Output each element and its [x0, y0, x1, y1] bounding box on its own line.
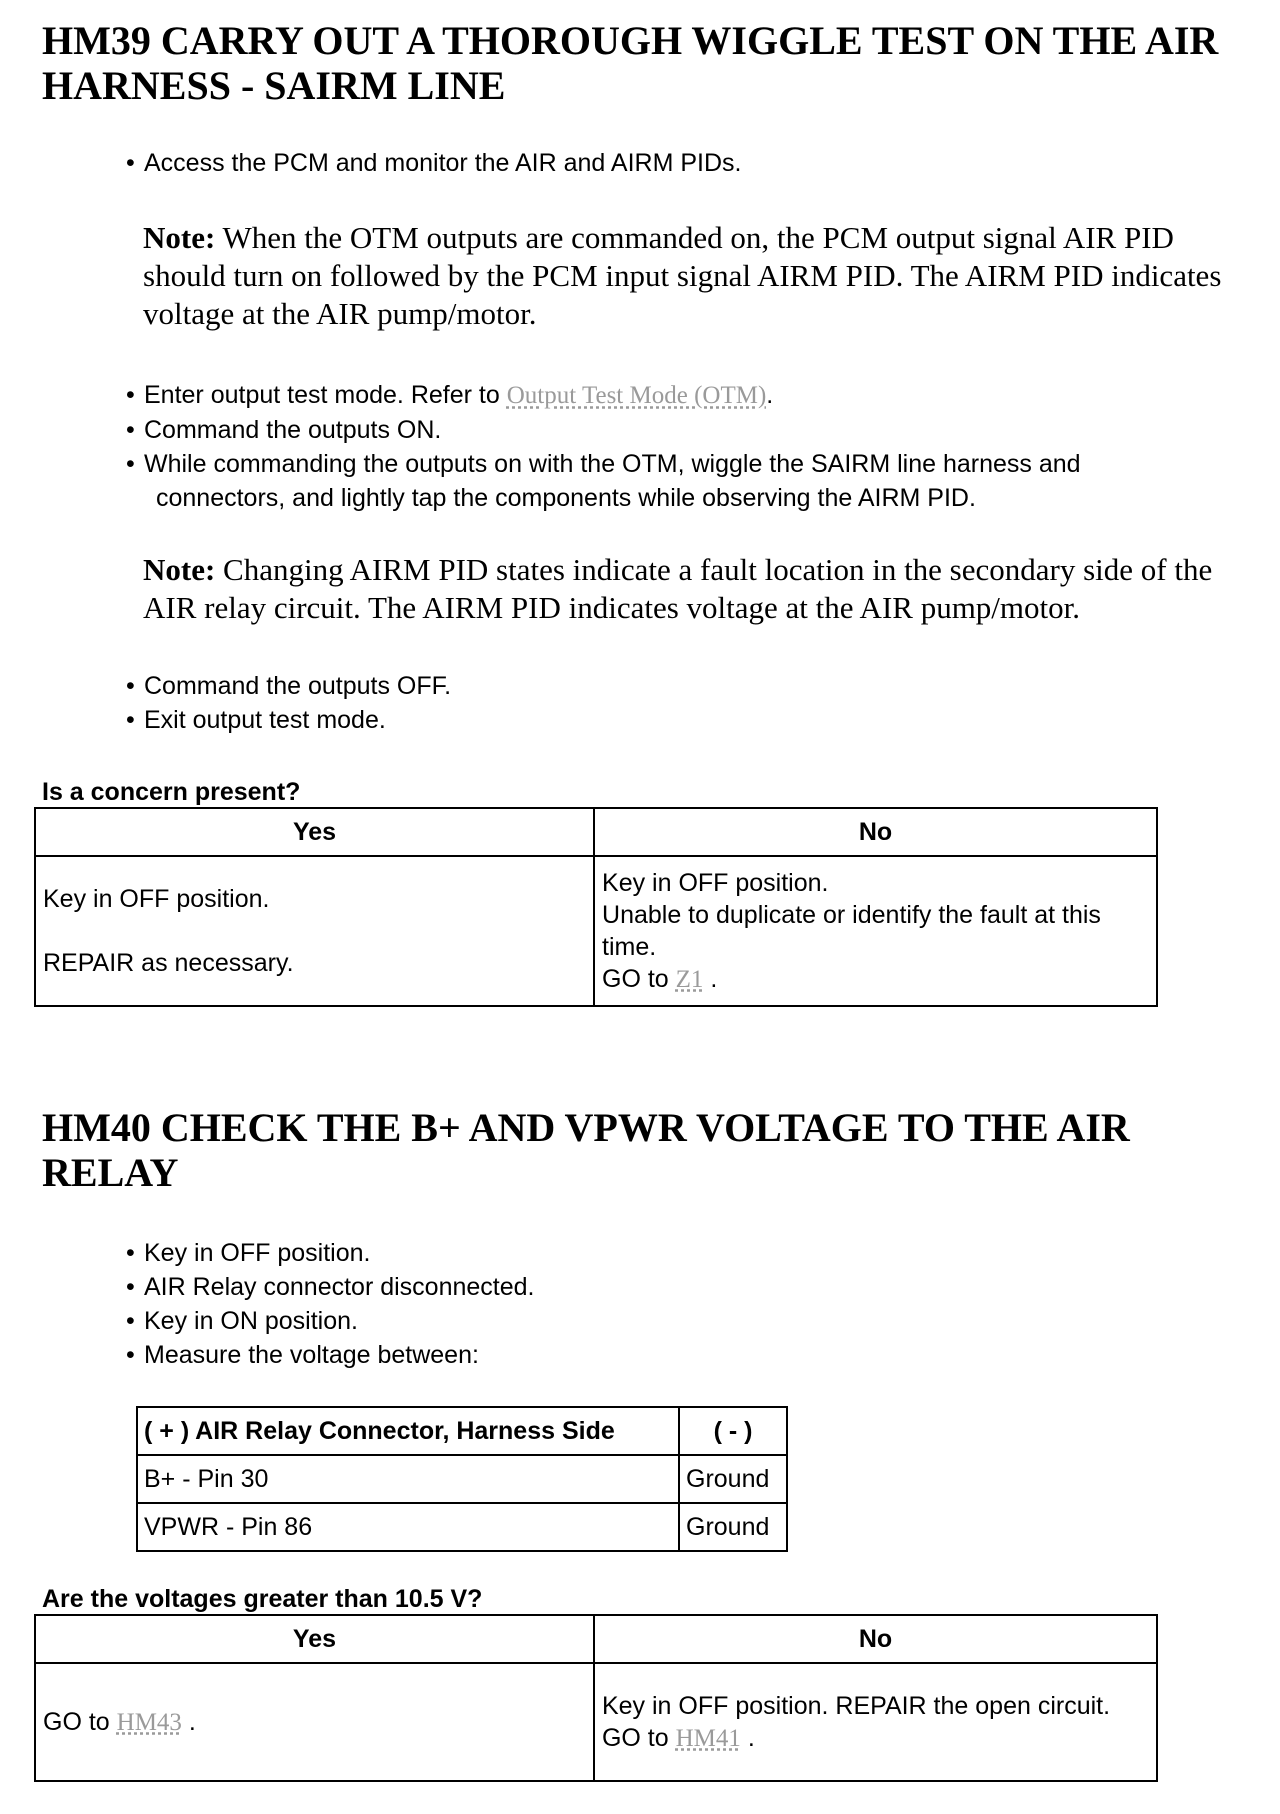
positive-lead-header: ( + ) AIR Relay Connector, Harness Side [137, 1407, 679, 1455]
bullet-icon: • [126, 672, 135, 700]
hm39-bullet-list-c [124, 669, 1204, 737]
positive-lead-cell: VPWR - Pin 86 [137, 1503, 679, 1551]
hm39-title: HM39 CARRY OUT A THOROUGH WIGGLE TEST ON THE AIR HARNESS - SAIRM LINE [42, 18, 1219, 108]
goto-prefix: GO to [602, 964, 676, 993]
hm40-result-table [34, 1614, 1158, 1782]
list-item [124, 669, 1204, 703]
yes-line-1: Key in OFF position. [43, 885, 270, 913]
bullet-text: Command the outputs OFF. [144, 672, 452, 700]
no-line-1: Key in OFF position. [602, 868, 829, 897]
hm41-link[interactable]: HM41 [675, 1724, 741, 1752]
bullet-text: While commanding the outputs on with the OTM, wiggle the SAIRM line harness and [144, 450, 1081, 478]
table-row [35, 1663, 1157, 1781]
list-item [124, 1270, 1204, 1304]
hm43-link[interactable]: HM43 [116, 1708, 182, 1736]
table-header-row [35, 808, 1157, 856]
table-header-row [137, 1407, 787, 1455]
bullet-icon: • [126, 381, 135, 409]
bullet-icon: • [126, 1239, 135, 1267]
no-cell [594, 856, 1157, 1006]
positive-lead-cell: B+ - Pin 30 [137, 1455, 679, 1503]
hm39-note-1 [143, 219, 1263, 333]
note-label: Note: [143, 552, 216, 587]
note-text: When the OTM outputs are commanded on, the PCM output signal AIR PID should turn on followed by the PCM input signal AIRM PID. The AIRM PID indicates voltage at the AIR pump/motor. [143, 220, 1222, 331]
goto-suffix: . [181, 1707, 196, 1736]
bullet-text: Access the PCM and monitor the AIR and AIRM PIDs. [144, 149, 742, 177]
no-header: No [594, 1615, 1157, 1663]
bullet-text-continued: connectors, and lightly tap the components while observing the AIRM PID. [156, 484, 976, 512]
bullet-icon: • [126, 1307, 135, 1335]
table-header-row [35, 1615, 1157, 1663]
yes-cell [35, 1663, 594, 1781]
no-line-1: Key in OFF position. REPAIR the open circuit. [601, 1691, 1111, 1720]
yes-header: Yes [35, 1615, 594, 1663]
list-item [124, 703, 1204, 737]
list-item [124, 447, 1204, 515]
hm39-question: Is a concern present? [42, 778, 301, 806]
list-item [124, 1236, 1204, 1270]
bullet-icon: • [126, 450, 135, 478]
goto-suffix: . [740, 1723, 755, 1752]
yes-header: Yes [35, 808, 594, 856]
bullet-text: Key in ON position. [144, 1307, 358, 1335]
bullet-icon: • [126, 706, 135, 734]
bullet-suffix: . [766, 381, 774, 409]
note-label: Note: [143, 220, 216, 255]
goto-prefix: GO to [601, 1723, 676, 1752]
hm40-question: Are the voltages greater than 10.5 V? [42, 1585, 483, 1613]
bullet-icon: • [126, 416, 135, 444]
bullet-icon: • [126, 1273, 135, 1301]
z1-link[interactable]: Z1 [675, 965, 704, 993]
hm39-note-2 [143, 551, 1263, 627]
bullet-text: AIR Relay connector disconnected. [144, 1273, 535, 1301]
table-row [137, 1455, 787, 1503]
no-cell [594, 1663, 1157, 1781]
yes-line-2: REPAIR as necessary. [43, 949, 294, 977]
no-header: No [594, 808, 1157, 856]
bullet-icon: • [126, 1341, 135, 1369]
list-item [124, 413, 1204, 447]
negative-lead-cell: Ground [679, 1455, 787, 1503]
list-item [124, 146, 1204, 180]
goto-prefix: GO to [43, 1707, 117, 1736]
bullet-text: Key in OFF position. [144, 1239, 371, 1267]
bullet-text: Exit output test mode. [144, 706, 386, 734]
measurement-table [136, 1406, 788, 1552]
otm-link[interactable]: Output Test Mode (OTM) [506, 382, 767, 409]
hm39-bullet-list-a [124, 146, 1204, 180]
yes-goto [43, 1706, 586, 1739]
no-goto [602, 963, 1149, 996]
table-row [35, 856, 1157, 1006]
bullet-icon: • [126, 149, 135, 177]
goto-suffix: . [703, 964, 718, 993]
bullet-text: Enter output test mode. Refer to [144, 381, 507, 409]
list-item [124, 378, 1204, 413]
hm40-bullet-list [124, 1236, 1204, 1372]
negative-lead-cell: Ground [679, 1503, 787, 1551]
table-row [137, 1503, 787, 1551]
hm39-result-table [34, 807, 1158, 1007]
note-text: Changing AIRM PID states indicate a fault location in the secondary side of the AIR relay circuit. The AIRM PID indicates voltage at the AIR pump/motor. [143, 552, 1213, 625]
no-line-2: Unable to duplicate or identify the fault at this time. [602, 900, 1101, 961]
no-goto [602, 1722, 1149, 1755]
hm40-title: HM40 CHECK THE B+ AND VPWR VOLTAGE TO THE AIR RELAY [42, 1105, 1130, 1195]
bullet-text: Measure the voltage between: [144, 1341, 479, 1369]
list-item [124, 1304, 1204, 1338]
bullet-text: Command the outputs ON. [144, 416, 442, 444]
negative-lead-header: ( - ) [679, 1407, 787, 1455]
yes-cell [35, 856, 594, 1006]
hm39-bullet-list-b [124, 378, 1204, 515]
list-item [124, 1338, 1204, 1372]
